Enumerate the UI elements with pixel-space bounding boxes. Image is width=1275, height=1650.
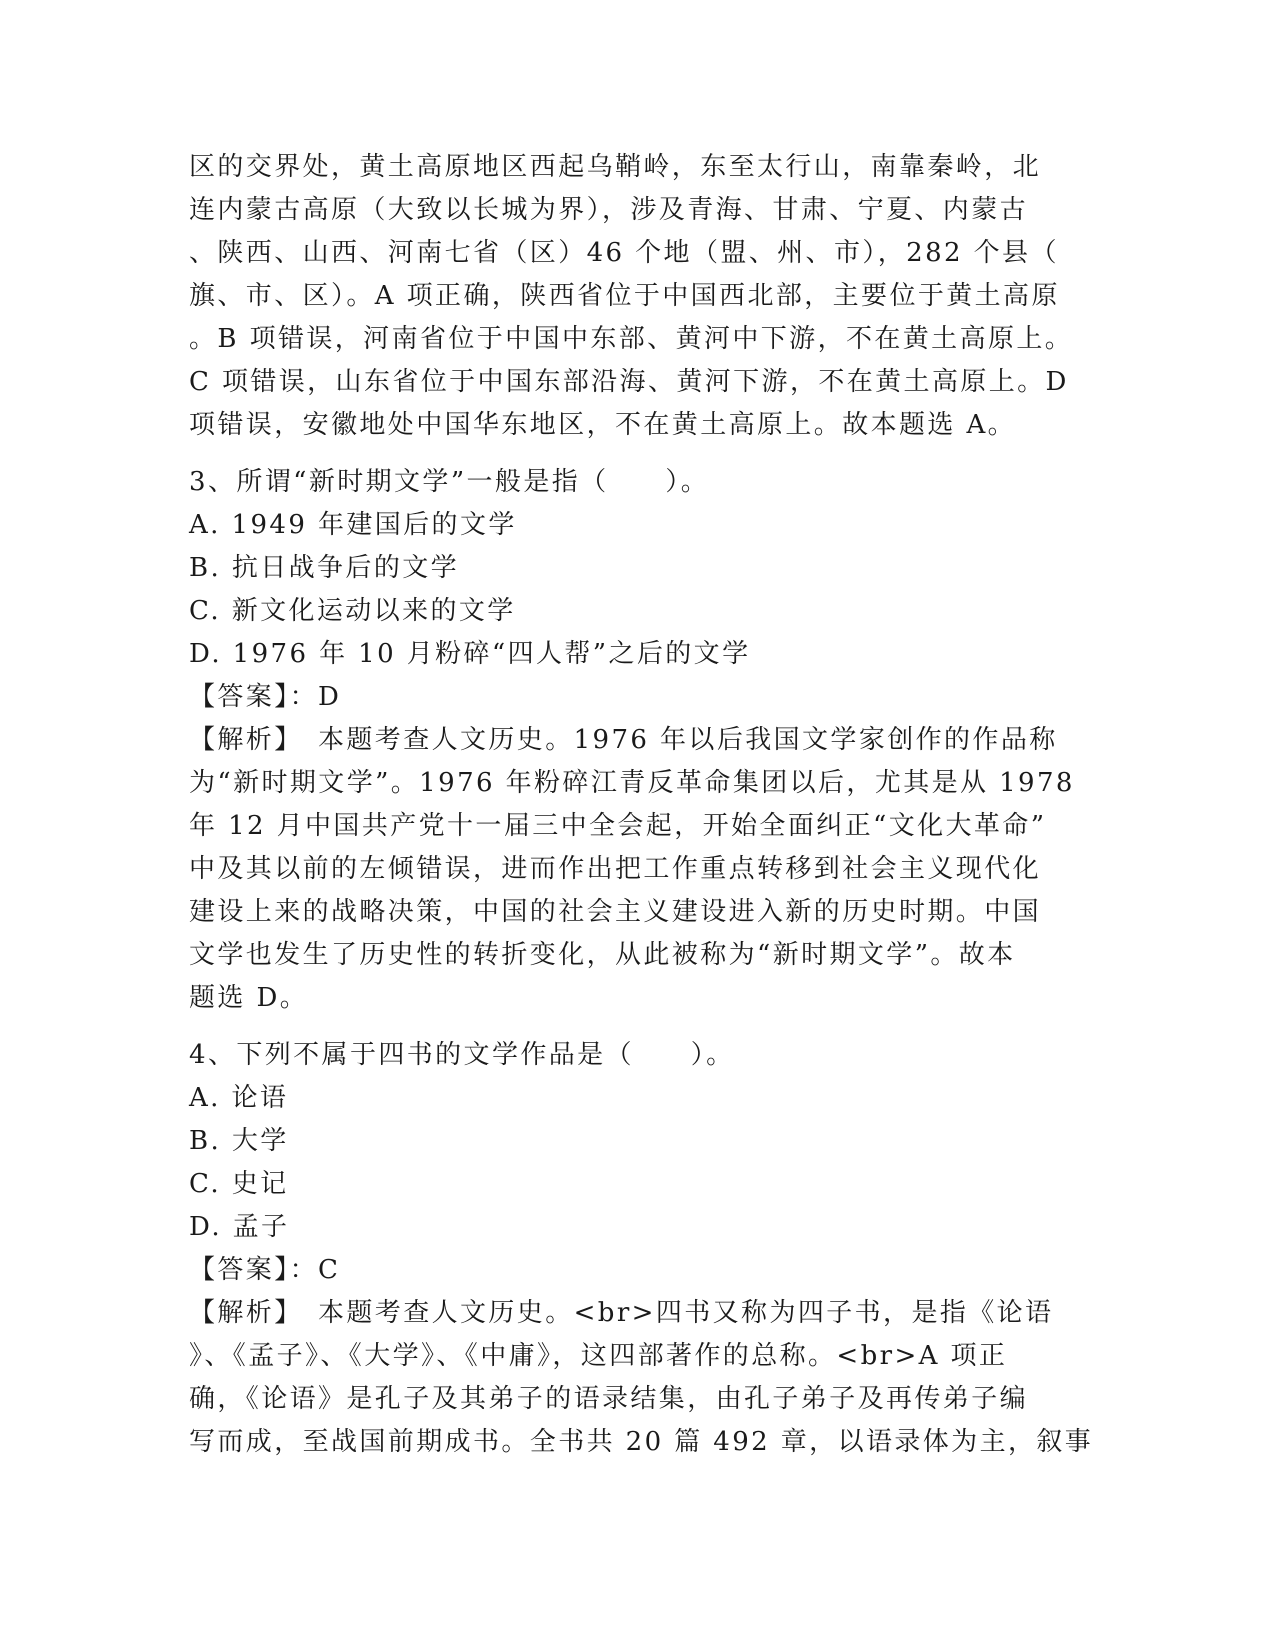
option-a: A. 1949 年建国后的文学 [189, 510, 517, 540]
option-b: B. 抗日战争后的文学 [189, 553, 460, 583]
previous-analysis-continuation [189, 146, 1089, 447]
text-line: 旗、市、区）。A 项正确，陕西省位于中国西北部，主要位于黄土高原 [189, 281, 1060, 311]
answer-line: 【答案】：D [189, 682, 342, 712]
question-stem: 3、所谓“新时期文学”一般是指（ ）。 [189, 467, 710, 497]
option-d: D. 1976 年 10 月粉碎“四人帮”之后的文学 [189, 639, 751, 669]
analysis-line: 文学也发生了历史性的转折变化，从此被称为“新时期文学”。故本 [189, 940, 1016, 970]
analysis-line: 中及其以前的左倾错误，进而作出把工作重点转移到社会主义现代化 [189, 854, 1042, 884]
text-line: 项错误，安徽地处中国华东地区，不在黄土高原上。故本题选 A。 [189, 410, 1017, 440]
option-d: D. 孟子 [189, 1212, 290, 1242]
page-content [189, 146, 1094, 1464]
analysis-line: 年 12 月中国共产党十一届三中全会起，开始全面纠正“文化大革命” [189, 811, 1047, 841]
analysis-line: 》、《孟子》、《大学》、《中庸》，这四部著作的总称。<br>A 项正 [189, 1341, 1008, 1371]
analysis-line: 建设上来的战略决策，中国的社会主义建设进入新的历史时期。中国 [189, 897, 1042, 927]
text-line: 。B 项错误，河南省位于中国中东部、黄河中下游，不在黄土高原上。 [189, 324, 1074, 354]
option-a: A. 论语 [189, 1083, 289, 1113]
analysis-line: 写而成，至战国前期成书。全书共 20 篇 492 章，以语录体为主，叙事 [189, 1427, 1094, 1457]
text-line: C 项错误，山东省位于中国东部沿海、黄河下游，不在黄土高原上。D [189, 367, 1069, 397]
question-4 [189, 1034, 1094, 1464]
question-3 [189, 461, 1089, 1020]
text-line: 、陕西、山西、河南七省（区）46 个地（盟、州、市），282 个县（ [189, 238, 1059, 268]
text-line: 区的交界处，黄土高原地区西起乌鞘岭，东至太行山，南靠秦岭，北 [189, 152, 1042, 182]
analysis-line: 【解析】 本题考查人文历史。1976 年以后我国文学家创作的作品称 [189, 725, 1058, 755]
option-c: C. 史记 [189, 1169, 289, 1199]
option-b: B. 大学 [189, 1126, 289, 1156]
option-c: C. 新文化运动以来的文学 [189, 596, 516, 626]
text-line: 连内蒙古高原（大致以长城为界），涉及青海、甘肃、宁夏、内蒙古 [189, 195, 1029, 225]
spacer [189, 447, 1089, 461]
analysis-line: 确，《论语》是孔子及其弟子的语录结集，由孔子弟子及再传弟子编 [189, 1384, 1029, 1414]
answer-line: 【答案】：C [189, 1255, 341, 1285]
question-stem: 4、下列不属于四书的文学作品是（ ）。 [189, 1040, 735, 1070]
analysis-line: 【解析】 本题考查人文历史。<br>四书又称为四子书，是指《论语 [189, 1298, 1054, 1328]
spacer [189, 1020, 1089, 1034]
analysis-line: 题选 D。 [189, 983, 309, 1013]
analysis-line: 为“新时期文学”。1976 年粉碎江青反革命集团以后，尤其是从 1978 [189, 768, 1075, 798]
